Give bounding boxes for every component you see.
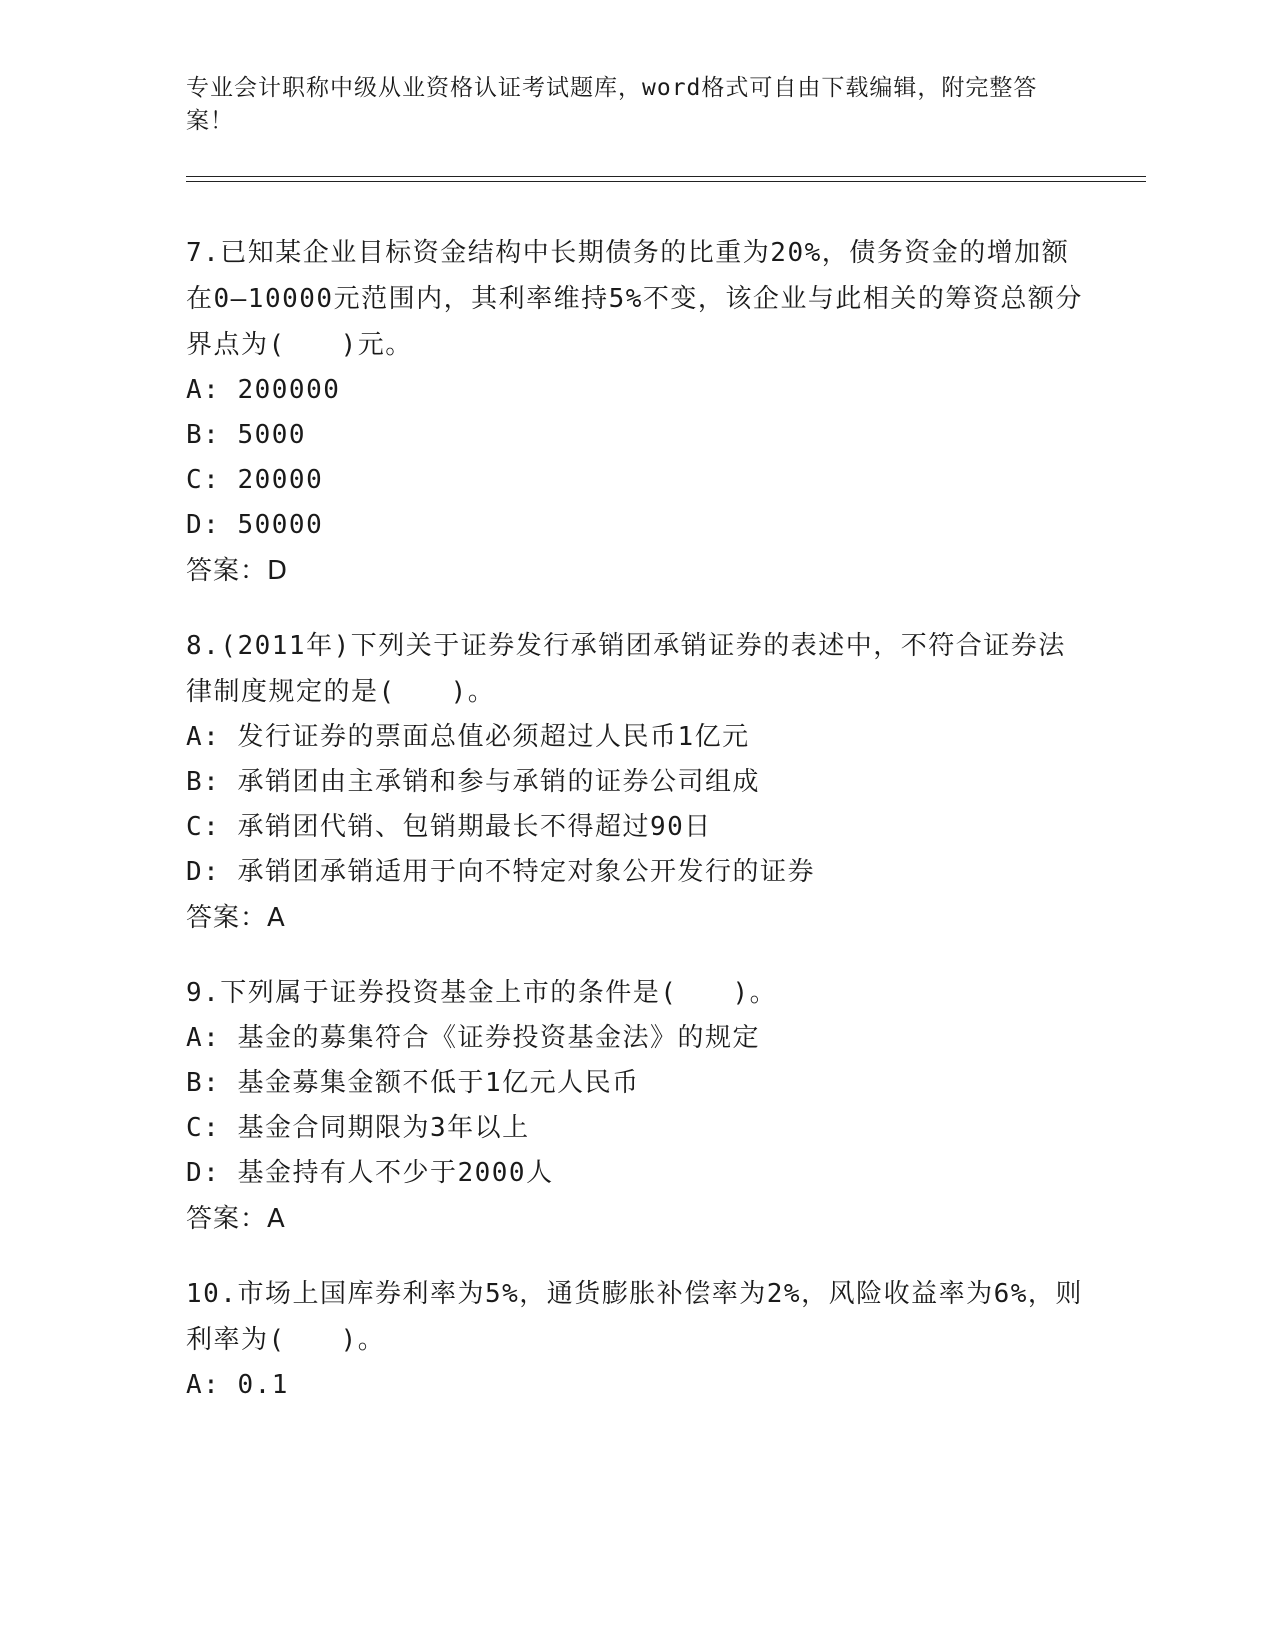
option-c: C: 承销团代销、包销期最长不得超过90日 [186, 812, 712, 842]
option-b: B: 5000 [186, 420, 307, 450]
question-list [186, 230, 1086, 1437]
question-7 [186, 230, 1086, 594]
option-d: D: 50000 [186, 510, 324, 540]
option-b: B: 承销团由主承销和参与承销的证券公司组成 [186, 767, 760, 797]
document-header: 专业会计职称中级从业资格认证考试题库，word格式可自由下载编辑，附完整答案！ [186, 75, 1038, 134]
question-text: 10.市场上国库券利率为5%，通货膨胀补偿率为2%，风险收益率为6%，则利率为( )。 [186, 1279, 1083, 1355]
option-d: D: 基金持有人不少于2000人 [186, 1158, 554, 1188]
option-c: C: 20000 [186, 465, 324, 495]
option-a: A: 200000 [186, 375, 341, 405]
question-text: 8.(2011年)下列关于证券发行承销团承销证券的表述中，不符合证券法律制度规定的是( )。 [186, 631, 1066, 707]
question-text: 9.下列属于证券投资基金上市的条件是( )。 [186, 978, 778, 1008]
header-divider-top [186, 176, 1146, 177]
option-a: A: 发行证券的票面总值必须超过人民币1亿元 [186, 722, 750, 752]
question-8 [186, 623, 1086, 941]
option-d: D: 承销团承销适用于向不特定对象公开发行的证券 [186, 857, 815, 887]
option-a: A: 0.1 [186, 1370, 289, 1400]
header-divider-bottom [186, 181, 1146, 182]
question-text: 7.已知某企业目标资金结构中长期债务的比重为20%，债务资金的增加额在0—10000元范围内，其利率维持5%不变，该企业与此相关的筹资总额分界点为( )元。 [186, 238, 1083, 360]
option-b: B: 基金募集金额不低于1亿元人民币 [186, 1068, 640, 1098]
question-9 [186, 970, 1086, 1242]
question-10 [186, 1271, 1086, 1408]
answer: 答案：D [186, 556, 289, 586]
option-a: A: 基金的募集符合《证券投资基金法》的规定 [186, 1023, 760, 1053]
answer: 答案：A [186, 903, 286, 933]
option-c: C: 基金合同期限为3年以上 [186, 1113, 530, 1143]
answer: 答案：A [186, 1204, 286, 1234]
